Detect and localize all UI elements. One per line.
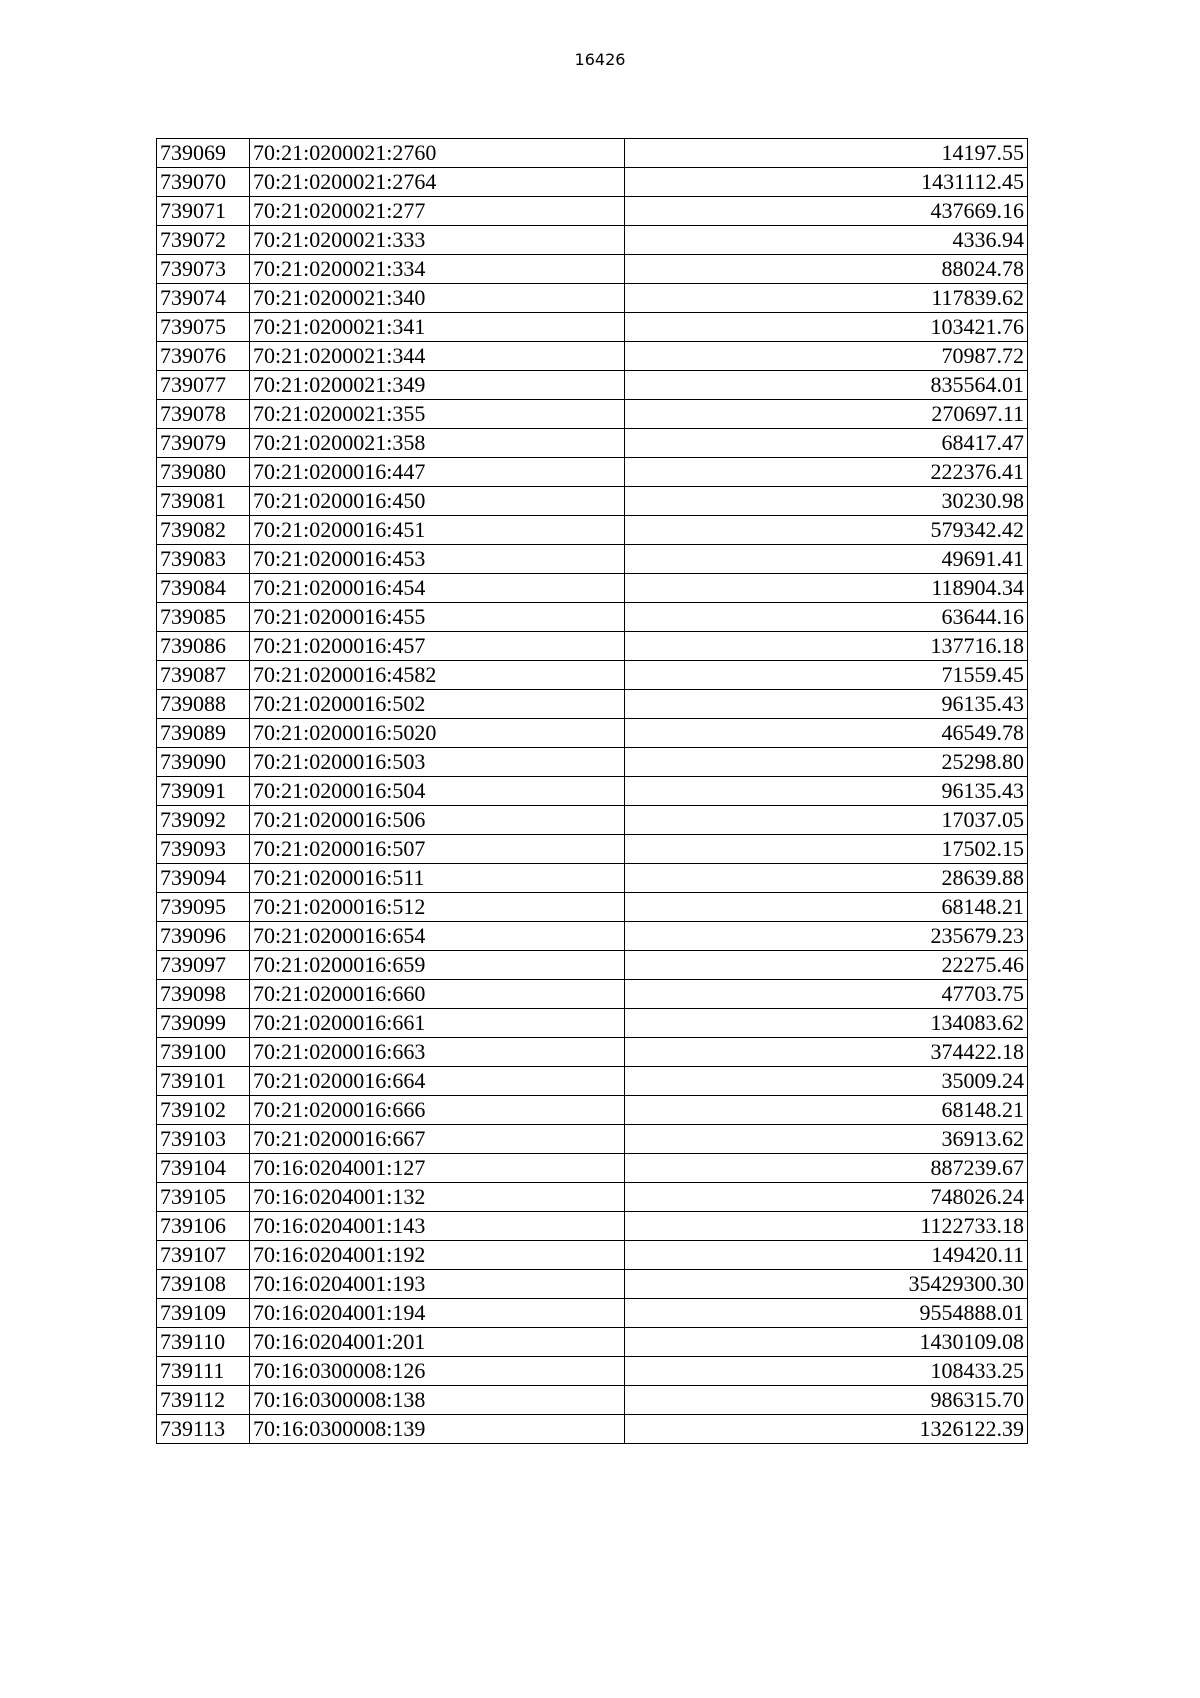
table-row	[157, 168, 1028, 197]
cadastral-number-cell: 70:21:0200016:503	[250, 748, 625, 777]
row-number-cell: 739093	[157, 835, 250, 864]
value-cell: 46549.78	[625, 719, 1028, 748]
table-row	[157, 951, 1028, 980]
table-row	[157, 1067, 1028, 1096]
row-number-cell: 739108	[157, 1270, 250, 1299]
row-number-cell: 739074	[157, 284, 250, 313]
row-number-cell: 739079	[157, 429, 250, 458]
table-row	[157, 1212, 1028, 1241]
table-row	[157, 371, 1028, 400]
row-number-cell: 739094	[157, 864, 250, 893]
value-cell: 835564.01	[625, 371, 1028, 400]
value-cell: 30230.98	[625, 487, 1028, 516]
row-number-cell: 739069	[157, 139, 250, 168]
cadastral-number-cell: 70:21:0200016:511	[250, 864, 625, 893]
table-row	[157, 342, 1028, 371]
value-cell: 70987.72	[625, 342, 1028, 371]
value-cell: 1326122.39	[625, 1415, 1028, 1444]
row-number-cell: 739110	[157, 1328, 250, 1357]
value-cell: 1122733.18	[625, 1212, 1028, 1241]
row-number-cell: 739107	[157, 1241, 250, 1270]
table-row	[157, 690, 1028, 719]
value-cell: 28639.88	[625, 864, 1028, 893]
value-cell: 9554888.01	[625, 1299, 1028, 1328]
cadastral-number-cell: 70:21:0200016:504	[250, 777, 625, 806]
row-number-cell: 739097	[157, 951, 250, 980]
value-cell: 47703.75	[625, 980, 1028, 1009]
table-row	[157, 400, 1028, 429]
cadastral-number-cell: 70:16:0204001:132	[250, 1183, 625, 1212]
table-row	[157, 748, 1028, 777]
table-row	[157, 226, 1028, 255]
table-row	[157, 719, 1028, 748]
row-number-cell: 739090	[157, 748, 250, 777]
value-cell: 748026.24	[625, 1183, 1028, 1212]
cadastral-number-cell: 70:16:0300008:126	[250, 1357, 625, 1386]
table-row	[157, 313, 1028, 342]
cadastral-number-cell: 70:21:0200016:454	[250, 574, 625, 603]
row-number-cell: 739080	[157, 458, 250, 487]
value-cell: 374422.18	[625, 1038, 1028, 1067]
cadastral-number-cell: 70:21:0200016:502	[250, 690, 625, 719]
row-number-cell: 739083	[157, 545, 250, 574]
cadastral-number-cell: 70:21:0200021:2764	[250, 168, 625, 197]
cadastral-number-cell: 70:21:0200016:512	[250, 893, 625, 922]
value-cell: 222376.41	[625, 458, 1028, 487]
cadastral-number-cell: 70:16:0204001:143	[250, 1212, 625, 1241]
row-number-cell: 739100	[157, 1038, 250, 1067]
row-number-cell: 739112	[157, 1386, 250, 1415]
cadastral-number-cell: 70:21:0200016:661	[250, 1009, 625, 1038]
table-row	[157, 806, 1028, 835]
table-row	[157, 632, 1028, 661]
row-number-cell: 739070	[157, 168, 250, 197]
row-number-cell: 739084	[157, 574, 250, 603]
row-number-cell: 739099	[157, 1009, 250, 1038]
cadastral-number-cell: 70:16:0300008:138	[250, 1386, 625, 1415]
table-row	[157, 1386, 1028, 1415]
value-cell: 103421.76	[625, 313, 1028, 342]
table-row	[157, 835, 1028, 864]
cadastral-value-table	[156, 138, 1028, 1444]
table-row	[157, 980, 1028, 1009]
cadastral-number-cell: 70:21:0200021:340	[250, 284, 625, 313]
cadastral-number-cell: 70:21:0200021:2760	[250, 139, 625, 168]
row-number-cell: 739098	[157, 980, 250, 1009]
table-row	[157, 574, 1028, 603]
row-number-cell: 739082	[157, 516, 250, 545]
cadastral-number-cell: 70:21:0200016:4582	[250, 661, 625, 690]
row-number-cell: 739086	[157, 632, 250, 661]
table-row	[157, 284, 1028, 313]
row-number-cell: 739072	[157, 226, 250, 255]
value-cell: 1430109.08	[625, 1328, 1028, 1357]
row-number-cell: 739076	[157, 342, 250, 371]
value-cell: 437669.16	[625, 197, 1028, 226]
table-row	[157, 1241, 1028, 1270]
value-cell: 17502.15	[625, 835, 1028, 864]
cadastral-number-cell: 70:16:0204001:193	[250, 1270, 625, 1299]
cadastral-number-cell: 70:21:0200021:341	[250, 313, 625, 342]
table-row	[157, 661, 1028, 690]
row-number-cell: 739085	[157, 603, 250, 632]
table-row	[157, 1299, 1028, 1328]
value-cell: 35429300.30	[625, 1270, 1028, 1299]
cadastral-number-cell: 70:16:0204001:194	[250, 1299, 625, 1328]
cadastral-number-cell: 70:21:0200016:506	[250, 806, 625, 835]
cadastral-number-cell: 70:16:0204001:201	[250, 1328, 625, 1357]
value-cell: 149420.11	[625, 1241, 1028, 1270]
cadastral-number-cell: 70:21:0200016:5020	[250, 719, 625, 748]
cadastral-number-cell: 70:16:0204001:127	[250, 1154, 625, 1183]
value-cell: 68148.21	[625, 893, 1028, 922]
cadastral-number-cell: 70:21:0200021:344	[250, 342, 625, 371]
value-cell: 68148.21	[625, 1096, 1028, 1125]
row-number-cell: 739088	[157, 690, 250, 719]
table-row	[157, 1038, 1028, 1067]
table-row	[157, 487, 1028, 516]
table-row	[157, 1009, 1028, 1038]
row-number-cell: 739104	[157, 1154, 250, 1183]
row-number-cell: 739077	[157, 371, 250, 400]
cadastral-number-cell: 70:16:0204001:192	[250, 1241, 625, 1270]
table-row	[157, 922, 1028, 951]
table-row	[157, 516, 1028, 545]
value-cell: 137716.18	[625, 632, 1028, 661]
table-row	[157, 1154, 1028, 1183]
table-row	[157, 429, 1028, 458]
cadastral-number-cell: 70:21:0200016:663	[250, 1038, 625, 1067]
cadastral-number-cell: 70:21:0200016:666	[250, 1096, 625, 1125]
row-number-cell: 739106	[157, 1212, 250, 1241]
cadastral-number-cell: 70:21:0200021:355	[250, 400, 625, 429]
row-number-cell: 739096	[157, 922, 250, 951]
cadastral-number-cell: 70:21:0200021:277	[250, 197, 625, 226]
table-row	[157, 458, 1028, 487]
row-number-cell: 739095	[157, 893, 250, 922]
cadastral-number-cell: 70:21:0200016:659	[250, 951, 625, 980]
table-row	[157, 1357, 1028, 1386]
value-cell: 134083.62	[625, 1009, 1028, 1038]
value-cell: 1431112.45	[625, 168, 1028, 197]
row-number-cell: 739113	[157, 1415, 250, 1444]
table-row	[157, 1096, 1028, 1125]
row-number-cell: 739089	[157, 719, 250, 748]
cadastral-number-cell: 70:21:0200016:455	[250, 603, 625, 632]
value-cell: 579342.42	[625, 516, 1028, 545]
value-cell: 63644.16	[625, 603, 1028, 632]
cadastral-number-cell: 70:21:0200016:664	[250, 1067, 625, 1096]
row-number-cell: 739071	[157, 197, 250, 226]
value-cell: 4336.94	[625, 226, 1028, 255]
cadastral-number-cell: 70:16:0300008:139	[250, 1415, 625, 1444]
cadastral-number-cell: 70:21:0200016:654	[250, 922, 625, 951]
row-number-cell: 739102	[157, 1096, 250, 1125]
table-row	[157, 1125, 1028, 1154]
value-cell: 22275.46	[625, 951, 1028, 980]
row-number-cell: 739101	[157, 1067, 250, 1096]
table-row	[157, 777, 1028, 806]
value-cell: 14197.55	[625, 139, 1028, 168]
value-cell: 36913.62	[625, 1125, 1028, 1154]
table-row	[157, 1328, 1028, 1357]
value-cell: 71559.45	[625, 661, 1028, 690]
table-row	[157, 893, 1028, 922]
table-row	[157, 1415, 1028, 1444]
table-row	[157, 864, 1028, 893]
row-number-cell: 739073	[157, 255, 250, 284]
table-row	[157, 139, 1028, 168]
cadastral-number-cell: 70:21:0200021:349	[250, 371, 625, 400]
page-number: 16426	[574, 50, 626, 69]
value-cell: 270697.11	[625, 400, 1028, 429]
cadastral-number-cell: 70:21:0200016:447	[250, 458, 625, 487]
value-cell: 117839.62	[625, 284, 1028, 313]
value-cell: 118904.34	[625, 574, 1028, 603]
cadastral-number-cell: 70:21:0200016:450	[250, 487, 625, 516]
cadastral-number-cell: 70:21:0200021:358	[250, 429, 625, 458]
row-number-cell: 739087	[157, 661, 250, 690]
row-number-cell: 739078	[157, 400, 250, 429]
cadastral-number-cell: 70:21:0200016:451	[250, 516, 625, 545]
cadastral-number-cell: 70:21:0200016:667	[250, 1125, 625, 1154]
cadastral-number-cell: 70:21:0200016:457	[250, 632, 625, 661]
row-number-cell: 739091	[157, 777, 250, 806]
table-row	[157, 197, 1028, 226]
table-row	[157, 603, 1028, 632]
table-body	[157, 139, 1028, 1444]
row-number-cell: 739105	[157, 1183, 250, 1212]
cadastral-number-cell: 70:21:0200016:507	[250, 835, 625, 864]
value-cell: 887239.67	[625, 1154, 1028, 1183]
row-number-cell: 739081	[157, 487, 250, 516]
value-cell: 235679.23	[625, 922, 1028, 951]
value-cell: 986315.70	[625, 1386, 1028, 1415]
value-cell: 17037.05	[625, 806, 1028, 835]
value-cell: 88024.78	[625, 255, 1028, 284]
value-cell: 49691.41	[625, 545, 1028, 574]
cadastral-number-cell: 70:21:0200016:453	[250, 545, 625, 574]
row-number-cell: 739111	[157, 1357, 250, 1386]
value-cell: 25298.80	[625, 748, 1028, 777]
value-cell: 35009.24	[625, 1067, 1028, 1096]
table-row	[157, 545, 1028, 574]
value-cell: 68417.47	[625, 429, 1028, 458]
row-number-cell: 739109	[157, 1299, 250, 1328]
row-number-cell: 739075	[157, 313, 250, 342]
table-row	[157, 1183, 1028, 1212]
value-cell: 108433.25	[625, 1357, 1028, 1386]
table-row	[157, 1270, 1028, 1299]
value-cell: 96135.43	[625, 690, 1028, 719]
row-number-cell: 739092	[157, 806, 250, 835]
cadastral-number-cell: 70:21:0200021:333	[250, 226, 625, 255]
row-number-cell: 739103	[157, 1125, 250, 1154]
table-row	[157, 255, 1028, 284]
value-cell: 96135.43	[625, 777, 1028, 806]
cadastral-number-cell: 70:21:0200016:660	[250, 980, 625, 1009]
cadastral-number-cell: 70:21:0200021:334	[250, 255, 625, 284]
